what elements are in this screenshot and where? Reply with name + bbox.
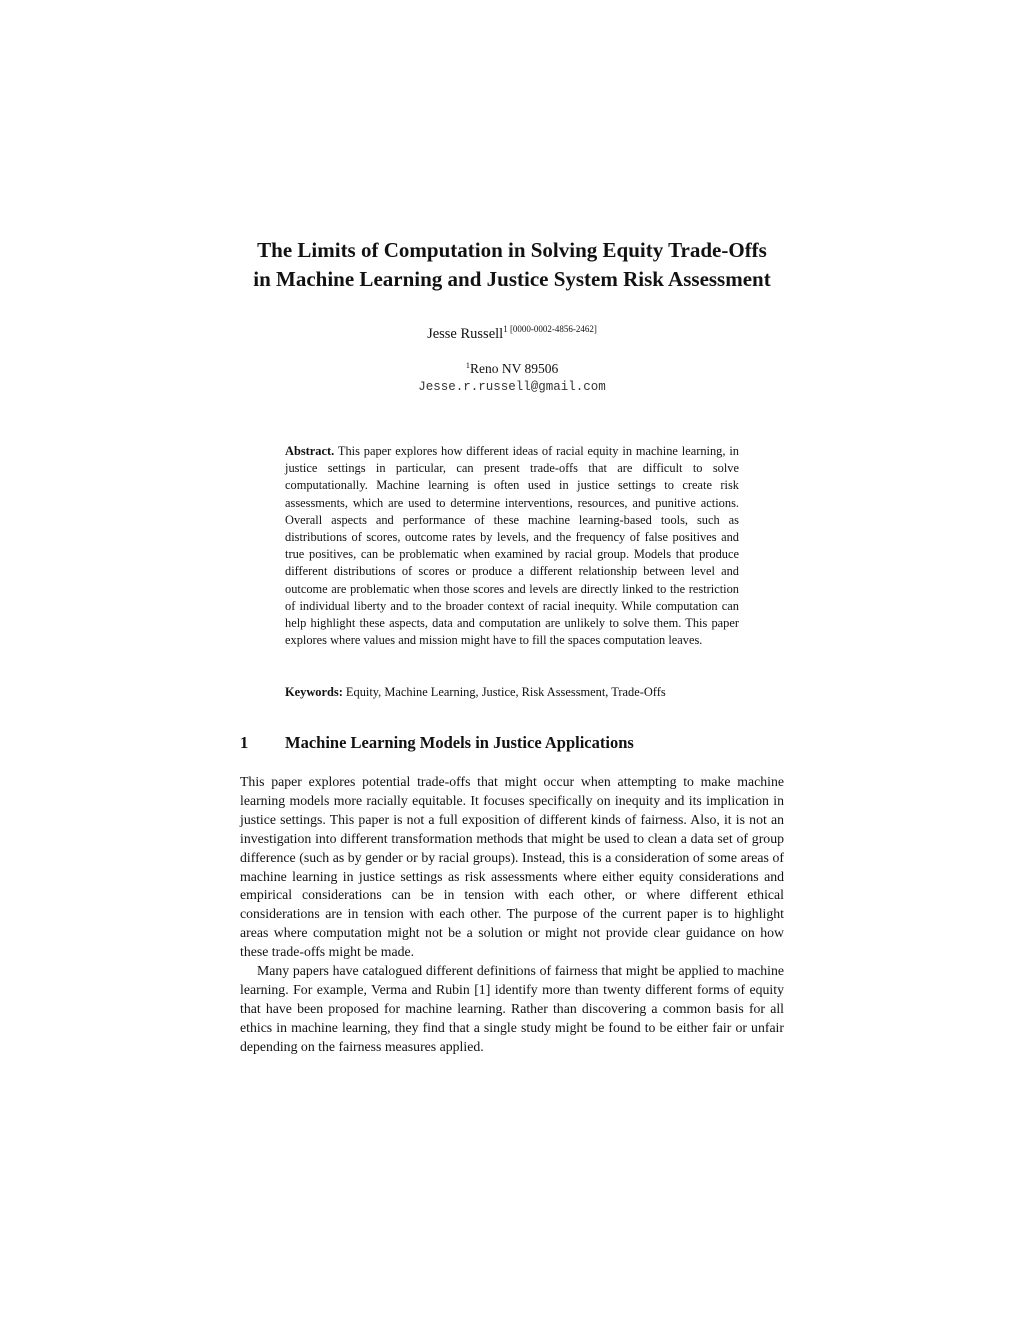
section-number: 1	[240, 733, 249, 752]
affiliation-marker: 1	[465, 360, 470, 370]
author-orcid: 1 [0000-0002-4856-2462]	[503, 324, 597, 334]
affiliation-block	[0, 360, 1024, 396]
body-text	[240, 773, 784, 1057]
paper-title	[180, 236, 844, 294]
paragraph-2: Many papers have catalogued different definitions of fairness that might be applied to machine learning. For example, Verma and Rubin [1] identify more than twenty different forms of equity that have been proposed for machine learning. Rather than discovering a common basis for all ethics in machine learning, they find that a single study might be found to be either fair or unfair depending on the fairness measures applied.	[240, 963, 784, 1054]
section-heading	[240, 732, 785, 754]
keywords	[285, 684, 739, 701]
paper-title-line-1: The Limits of Computation in Solving Equity Trade-Offs	[257, 238, 767, 262]
abstract-label: Abstract.	[285, 444, 335, 458]
paragraph-1: This paper explores potential trade-offs that might occur when attempting to make machine learning models more racially equitable. It focuses specifically on inequity and its implication in justice settings. This paper is not a full exposition of different kinds of fairness. Also, it is not an investigation into different transformation methods that might be used to clean a data set of group difference (such as by gender or by racial groups). Instead, this is a consideration of some areas of machine learning in justice settings as risk assessments where either equity considerations and empirical considerations can be in tension with each other, or where different ethical considerations are in tension with each other. The purpose of the current paper is to highlight areas where computation might not be a solution or might not provide clear guidance on how these trade-offs might be made.	[240, 774, 784, 960]
section-title: Machine Learning Models in Justice Applications	[285, 733, 634, 752]
paper-title-line-2: in Machine Learning and Justice System Risk Assessment	[253, 267, 771, 291]
keywords-label: Keywords:	[285, 685, 343, 699]
abstract	[285, 443, 739, 649]
keywords-text: Equity, Machine Learning, Justice, Risk Assessment, Trade-Offs	[342, 685, 666, 699]
abstract-text: This paper explores how different ideas of racial equity in machine learning, in justice settings in particular, can present trade-offs that are difficult to solve computationally. Machine learning is often used in justice settings to create risk assessments, which are used to determine interventions, resources, and punitive actions. Overall aspects and performance of these machine learning-based tools, such as distributions of scores, outcome rates by levels, and the frequency of false positives and true positives, can be problematic when examined by racial group. Models that produce different distributions of scores or produce a different relationship between level and outcome are problematic when those scores and levels are directly linked to the restriction of individual liberty and to the broader context of racial inequity. While computation can help highlight these aspects, data and computation are unlikely to solve them. This paper explores where values and mission might have to fill the spaces computation leaves.	[285, 444, 739, 648]
affiliation: Reno NV 89506	[469, 361, 559, 376]
author-email[interactable]: Jesse.r.russell@gmail.com	[418, 380, 606, 394]
author-name: Jesse Russell	[427, 326, 504, 342]
author-line	[0, 324, 1024, 344]
